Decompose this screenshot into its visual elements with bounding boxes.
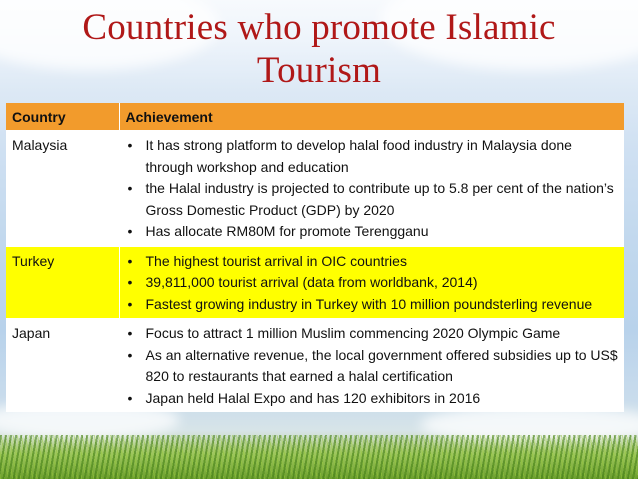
achievements-table [6, 103, 624, 412]
bullet-icon: • [127, 223, 133, 239]
country-cell [6, 319, 119, 413]
slide-title [0, 6, 638, 92]
achievement-list [126, 251, 619, 316]
table-row-malaysia [6, 131, 624, 247]
achievement-item: • Fastest growing industry in Turkey with 10 million poundsterling revenue [126, 294, 619, 316]
table-header-row [6, 103, 624, 131]
bullet-icon: • [127, 295, 133, 312]
achievement-cell [119, 319, 624, 413]
achievement-item: • The highest tourist arrival in OIC countries [126, 251, 619, 273]
achievement-list [126, 323, 619, 409]
grass-decoration [0, 435, 638, 479]
bullet-icon: • [127, 180, 133, 196]
bullet-icon: • [127, 325, 133, 341]
achievement-list [126, 135, 619, 243]
country-name: Malaysia [12, 137, 68, 153]
country-name: Turkey [12, 252, 55, 269]
header-achievement: Achievement [119, 103, 624, 131]
table-row-turkey [6, 246, 624, 319]
country-cell [6, 131, 119, 247]
achievement-item: • the Halal industry is projected to contribute up to 5.8 per cent of the nation’s Gross Domestic Product (GDP) by 2020 [127, 180, 614, 218]
achievement-cell [119, 131, 624, 247]
bullet-icon: • [127, 346, 133, 363]
achievement-item: • It has strong platform to develop halal food industry in Malaysia done through workshop and education [127, 137, 572, 175]
achievement-item: • 39,811,000 tourist arrival (data from worldbank, 2014) [126, 272, 619, 294]
slide-title-line-2: Tourism [256, 50, 382, 91]
country-name: Japan [12, 325, 51, 341]
achievement-item: • Japan held Halal Expo and has 120 exhibitors in 2016 [126, 388, 619, 410]
header-country: Country [6, 103, 119, 131]
bullet-icon: • [127, 389, 133, 406]
country-cell [6, 246, 119, 319]
achievement-item: • Has allocate RM80M for promote Terengganu [126, 221, 619, 243]
bullet-icon: • [127, 274, 133, 290]
slide-title-line-1: Countries who promote Islamic [82, 7, 556, 48]
achievement-cell [119, 246, 624, 319]
achievement-item: • As an alternative revenue, the local government offered subsidies up to US$ 820 to restaurants that earned a halal certification [127, 346, 618, 384]
bullet-icon: • [127, 252, 133, 269]
bullet-icon: • [127, 137, 133, 153]
achievement-item: • Focus to attract 1 million Muslim commencing 2020 Olympic Game [126, 323, 619, 345]
table-row-japan [6, 319, 624, 413]
